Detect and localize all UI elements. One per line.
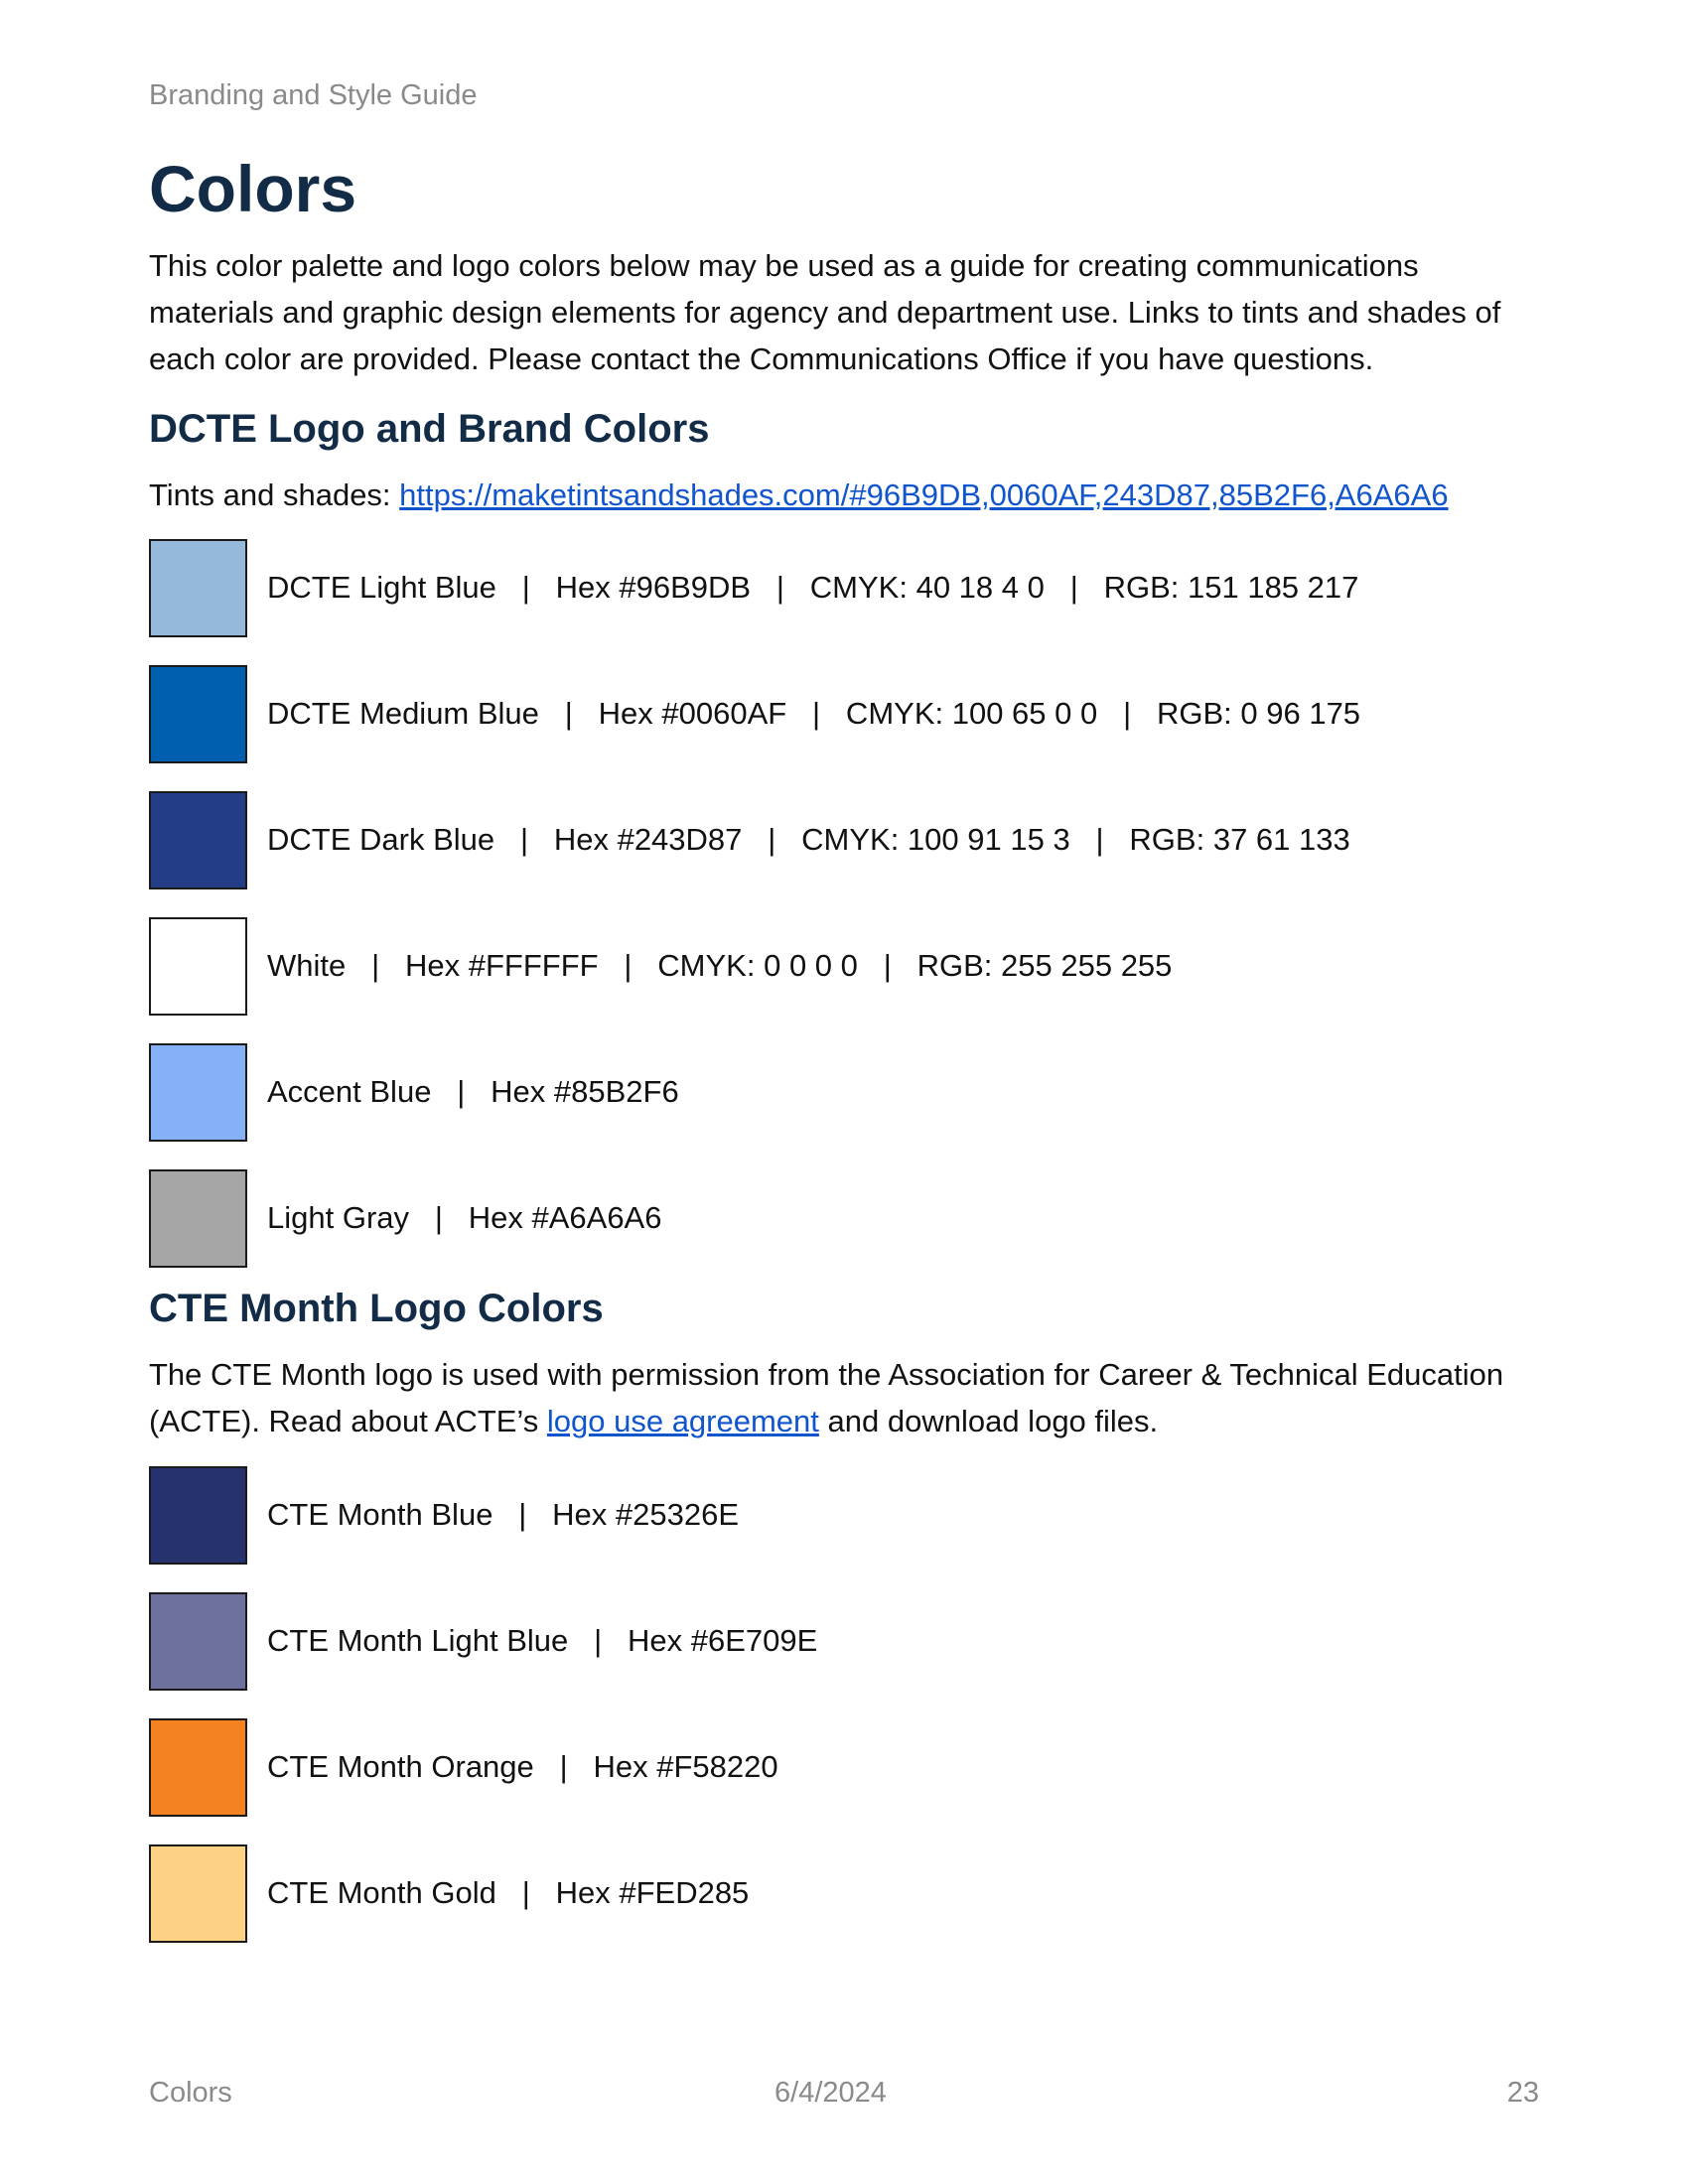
color-swatch	[149, 1466, 247, 1565]
color-row	[149, 1589, 817, 1693]
color-swatch	[149, 1844, 247, 1943]
tints-shades-label: Tints and shades:	[149, 478, 400, 512]
color-row	[149, 1715, 817, 1819]
footer-date: 6/4/2024	[774, 2077, 887, 2109]
color-label: CTE Month Light Blue | Hex #6E709E	[267, 1623, 818, 1658]
color-label: DCTE Medium Blue | Hex #0060AF | CMYK: 100 65 0 0 | RGB: 0 96 175	[267, 696, 1361, 731]
footer-page-number: 23	[1506, 2077, 1539, 2109]
color-row	[149, 914, 1360, 1018]
cte-description-text-end: and download logo files.	[818, 1404, 1159, 1438]
cte-description	[149, 1351, 1539, 1444]
color-label: White | Hex #FFFFFF | CMYK: 0 0 0 0 | RGB: 255 255 255	[267, 948, 1173, 983]
color-swatch	[149, 917, 247, 1016]
tints-shades-link[interactable]: https://maketintsandshades.com/#96B9DB,0060AF,243D87,85B2F6,A6A6A6	[399, 478, 1449, 512]
color-label: CTE Month Gold | Hex #FED285	[267, 1875, 750, 1910]
color-label: Light Gray | Hex #A6A6A6	[267, 1200, 662, 1235]
color-row	[149, 1842, 817, 1945]
color-swatch	[149, 539, 247, 637]
cte-section-heading: CTE Month Logo Colors	[149, 1287, 604, 1330]
color-row	[149, 536, 1360, 639]
color-label: CTE Month Blue | Hex #25326E	[267, 1497, 740, 1532]
color-label: DCTE Light Blue | Hex #96B9DB | CMYK: 40 18 4 0 | RGB: 151 185 217	[267, 570, 1359, 605]
color-row	[149, 788, 1360, 891]
color-label: CTE Month Orange | Hex #F58220	[267, 1749, 778, 1784]
color-swatch	[149, 1169, 247, 1268]
dcte-section-heading: DCTE Logo and Brand Colors	[149, 407, 710, 451]
color-swatch	[149, 1592, 247, 1691]
logo-use-agreement-link[interactable]: logo use agreement	[546, 1404, 819, 1438]
cte-color-list	[149, 1463, 817, 1968]
color-label: DCTE Dark Blue | Hex #243D87 | CMYK: 100 91 15 3 | RGB: 37 61 133	[267, 822, 1350, 857]
page-title: Colors	[149, 152, 357, 225]
color-row	[149, 662, 1360, 765]
color-swatch	[149, 1718, 247, 1817]
cte-description-text: The CTE Month logo is used with permission from the Association for Career & Technical Education (ACTE). Read about ACTE’s	[149, 1357, 1504, 1438]
dcte-color-list	[149, 536, 1360, 1293]
color-swatch	[149, 791, 247, 889]
document-page	[149, 0, 1539, 2184]
tints-shades-line	[149, 472, 1449, 518]
color-label: Accent Blue | Hex #85B2F6	[267, 1074, 679, 1109]
running-header: Branding and Style Guide	[149, 79, 478, 111]
color-row	[149, 1040, 1360, 1144]
color-row	[149, 1463, 817, 1567]
color-swatch	[149, 1043, 247, 1142]
color-swatch	[149, 665, 247, 763]
color-row	[149, 1166, 1360, 1270]
intro-paragraph: This color palette and logo colors below may be used as a guide for creating communications materials and graphic design elements for agency and department use. Links to tints and shades of each color are provided. Please contact the Communications Office if you have questions.	[149, 248, 1501, 376]
footer-section: Colors	[149, 2077, 232, 2109]
